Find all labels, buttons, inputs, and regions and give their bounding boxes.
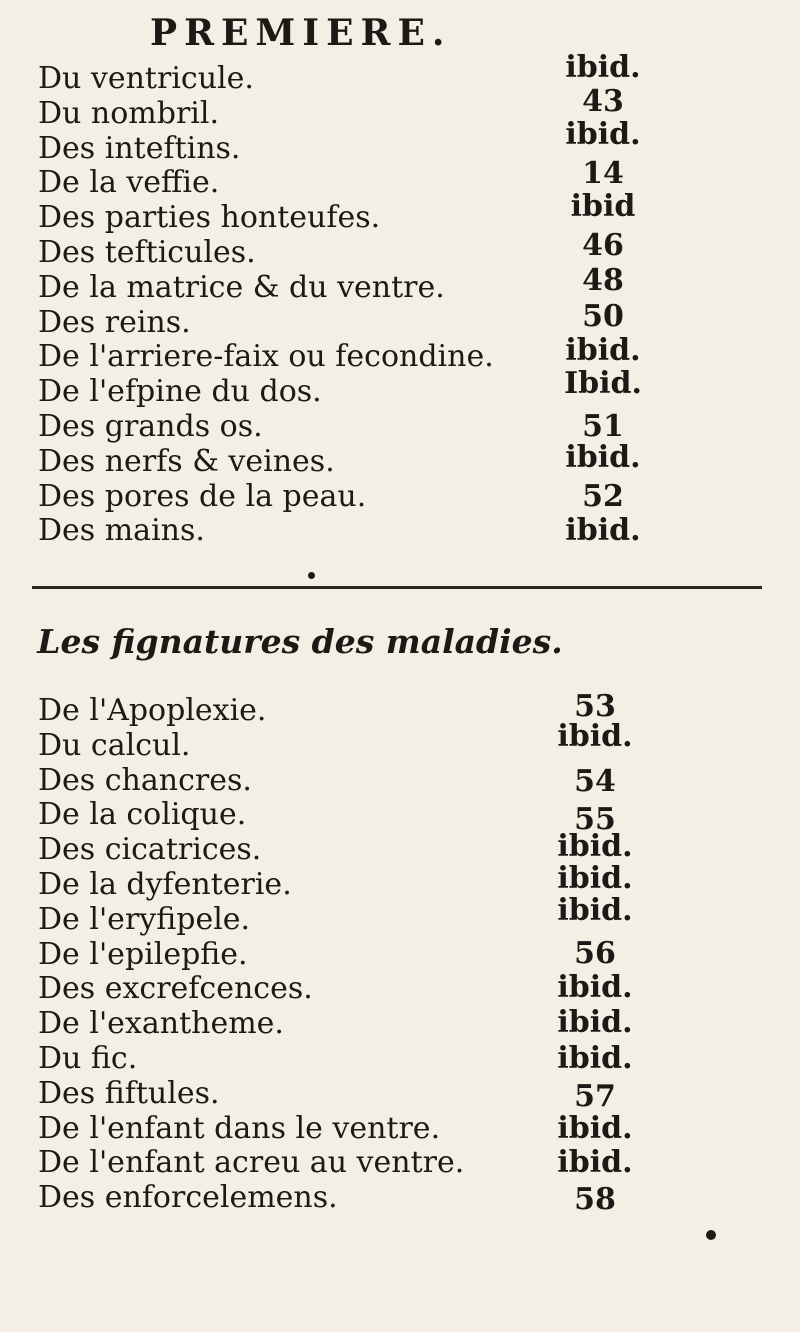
entry-arriere-faix: De l'arriere-faix ou fecondine. [38, 339, 494, 375]
entry-parties-honteufes: Des parties honteufes. [38, 200, 381, 236]
page-number: 43 [582, 84, 624, 119]
entry-nerfs-veines: Des nerfs & veines. [38, 443, 335, 479]
entry-apoplexie: De l'Apoplexie. [38, 693, 267, 728]
entry-excrefcences: Des excrefcences. [38, 971, 313, 1007]
page-number: ibid. [565, 513, 641, 548]
page-number: ibid. [557, 1111, 633, 1146]
page-number: 53 [574, 689, 616, 724]
contents-list-1 [38, 62, 598, 549]
entry-eryfipele: De l'eryfipele. [38, 901, 251, 937]
ink-dot [308, 572, 315, 579]
page-number: ibid. [557, 719, 633, 754]
entry-enforcelemens: Des enforcelemens. [38, 1180, 338, 1216]
page-number: 56 [574, 936, 616, 971]
page-number: ibid. [565, 333, 641, 368]
page-number: 46 [582, 228, 624, 263]
entry-chancres: Des chancres. [38, 762, 252, 798]
entry-fic: Du fic. [38, 1040, 138, 1076]
page-number: ibid. [565, 440, 641, 475]
page-number: ibid. [557, 1041, 633, 1076]
page-number: ibid. [557, 861, 633, 896]
page-numbers-1 [548, 48, 658, 549]
entry-matrice: De la matrice & du ventre. [38, 269, 445, 305]
entry-calcul: Du calcul. [38, 727, 191, 763]
entry-grands-os: Des grands os. [38, 408, 263, 444]
page-number: 54 [574, 764, 616, 799]
entry-nombril: Du nombril. [38, 95, 220, 131]
entry-ventricule: Du ventricule. [38, 61, 254, 96]
page-number: 58 [574, 1182, 616, 1217]
entry-veffie: De la veffie. [38, 165, 220, 201]
page-number: 14 [582, 156, 624, 191]
entry-cicatrices: Des cicatrices. [38, 832, 262, 868]
entry-colique: De la colique. [38, 797, 247, 833]
page-number: 50 [582, 299, 624, 334]
entry-mains: Des mains. [38, 513, 205, 549]
entry-exantheme: De l'exantheme. [38, 1006, 284, 1042]
entry-tefticules: Des tefticules. [38, 234, 256, 270]
entry-fiftules: Des fiftules. [38, 1075, 220, 1111]
page-number: ibid. [557, 829, 633, 864]
page-number: ibid. [557, 1145, 633, 1180]
page-number: 48 [582, 263, 624, 298]
contents-list-2 [38, 694, 598, 1216]
page-number: ibid. [557, 893, 633, 928]
page-number: 52 [582, 479, 624, 514]
page-number: ibid. [565, 117, 641, 152]
ink-dot [706, 1230, 716, 1240]
entry-reins: Des reins. [38, 304, 191, 340]
page-number: ibid. [557, 970, 633, 1005]
entry-efpine: De l'efpine du dos. [38, 374, 322, 410]
entry-pores-peau: Des pores de la peau. [38, 478, 367, 514]
page-number: ibid. [557, 1005, 633, 1040]
section-title: Les fignatures des maladies. [37, 622, 563, 661]
entry-enfant-ventre: De l'enfant dans le ventre. [38, 1110, 441, 1146]
section-divider [32, 586, 762, 589]
page-numbers-2 [540, 689, 650, 1217]
running-head: PREMIERE. [150, 12, 452, 54]
page-number: 55 [574, 802, 616, 837]
page-number: Ibid. [564, 366, 642, 401]
page-number: 57 [574, 1079, 616, 1114]
entry-inteftins: Des inteftins. [38, 130, 241, 166]
page-number: ibid. [565, 50, 641, 85]
entry-enfant-acreu: De l'enfant acreu au ventre. [38, 1145, 465, 1181]
entry-dyfenterie: De la dyfenterie. [38, 866, 292, 902]
entry-epilepfie: De l'epilepfie. [38, 936, 248, 972]
page-number: 51 [582, 409, 624, 444]
page-number: ibid [570, 189, 636, 224]
